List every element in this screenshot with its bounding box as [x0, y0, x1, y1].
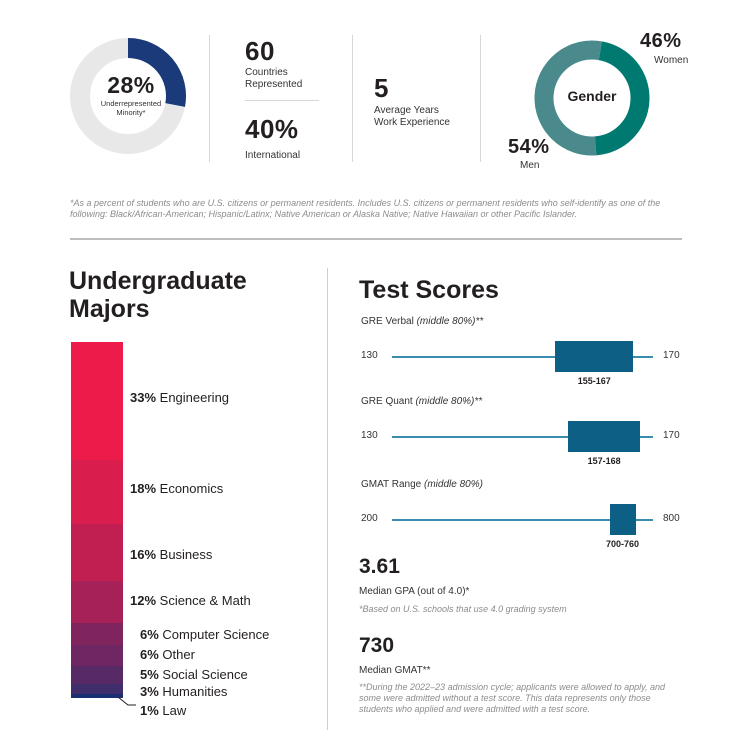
score-min-label: 130 — [361, 430, 378, 441]
score-series-label — [361, 396, 482, 407]
score-series-name: GRE Verbal — [361, 316, 417, 327]
international-value: 40% — [245, 114, 299, 144]
experience-value: 5 — [374, 73, 389, 103]
major-category: Science & Math — [156, 593, 251, 608]
countries-label: Countries Represented — [245, 67, 303, 90]
score-series-name: GMAT Range — [361, 479, 424, 490]
urm-value: 28% — [107, 72, 155, 98]
score-range-label: 155-167 — [577, 376, 611, 386]
score-max-label: 800 — [663, 513, 680, 524]
experience-label: Average Years Work Experience — [374, 105, 450, 128]
major-category: Law — [158, 703, 187, 718]
major-value: 18% — [130, 481, 157, 496]
gpa-value: 3.61 — [359, 555, 400, 578]
score-max-label: 170 — [663, 350, 680, 361]
men-label: Men — [520, 160, 540, 171]
score-max-label: 170 — [663, 430, 680, 441]
major-value: 16% — [130, 547, 157, 562]
footnote: *As a percent of students who are U.S. citizens or permanent residents. Includes U.S. citizens or permanent residents who self-identify as one of the following: Black/African-American; Hispanic/Latinx; Native American or Alaska Native; Native Hawaiian or other Pacific Islander. — [70, 198, 661, 219]
major-value: 5% — [140, 667, 159, 682]
international-label: International — [245, 150, 301, 161]
urm-label: Underrepresented Minority* — [100, 99, 162, 117]
score-series-qualifier: (middle 80%)** — [415, 396, 483, 407]
gmat-median-note: **During the 2022–23 admission cycle; applicants were allowed to apply, and some were admitted without a test score. This data represents only those students who applied and were admitted with a test score. — [359, 682, 666, 714]
test-scores-title: Test Scores — [359, 276, 499, 304]
gpa-note: *Based on U.S. schools that use 4.0 grading system — [359, 604, 567, 614]
major-value: 33% — [130, 390, 157, 405]
gpa-label: Median GPA (out of 4.0)* — [359, 586, 470, 597]
major-category: Other — [158, 647, 195, 662]
major-category: Humanities — [158, 684, 228, 699]
major-category: Economics — [156, 481, 224, 496]
women-label: Women — [654, 55, 689, 66]
major-value: 3% — [140, 684, 159, 699]
major-category: Social Science — [158, 667, 248, 682]
score-series-qualifier: (middle 80%)** — [416, 316, 484, 327]
score-series-qualifier: (middle 80%) — [424, 479, 483, 490]
major-category: Business — [156, 547, 213, 562]
major-category: Engineering — [156, 390, 230, 405]
score-min-label: 200 — [361, 513, 378, 524]
score-series-label — [361, 479, 483, 490]
score-min-label: 130 — [361, 350, 378, 361]
score-middle-80-box — [568, 421, 640, 452]
major-value: 12% — [130, 593, 157, 608]
score-middle-80-box — [555, 341, 633, 372]
gmat-median-value: 730 — [359, 634, 395, 657]
score-middle-80-box — [610, 504, 636, 535]
major-value: 6% — [140, 627, 159, 642]
women-value: 46% — [640, 30, 682, 52]
major-value: 6% — [140, 647, 159, 662]
score-range-label: 700-760 — [605, 539, 640, 549]
major-value: 1% — [140, 703, 159, 718]
score-range-label: 157-168 — [587, 456, 621, 466]
men-value: 54% — [508, 136, 550, 158]
gmat-median-label: Median GMAT** — [359, 665, 431, 676]
major-category: Computer Science — [158, 627, 270, 642]
gender-title: Gender — [567, 88, 617, 104]
score-series-label — [361, 316, 483, 327]
countries-value: 60 — [245, 36, 275, 66]
score-series-name: GRE Quant — [361, 396, 416, 407]
majors-title: Undergraduate Majors — [69, 267, 247, 323]
